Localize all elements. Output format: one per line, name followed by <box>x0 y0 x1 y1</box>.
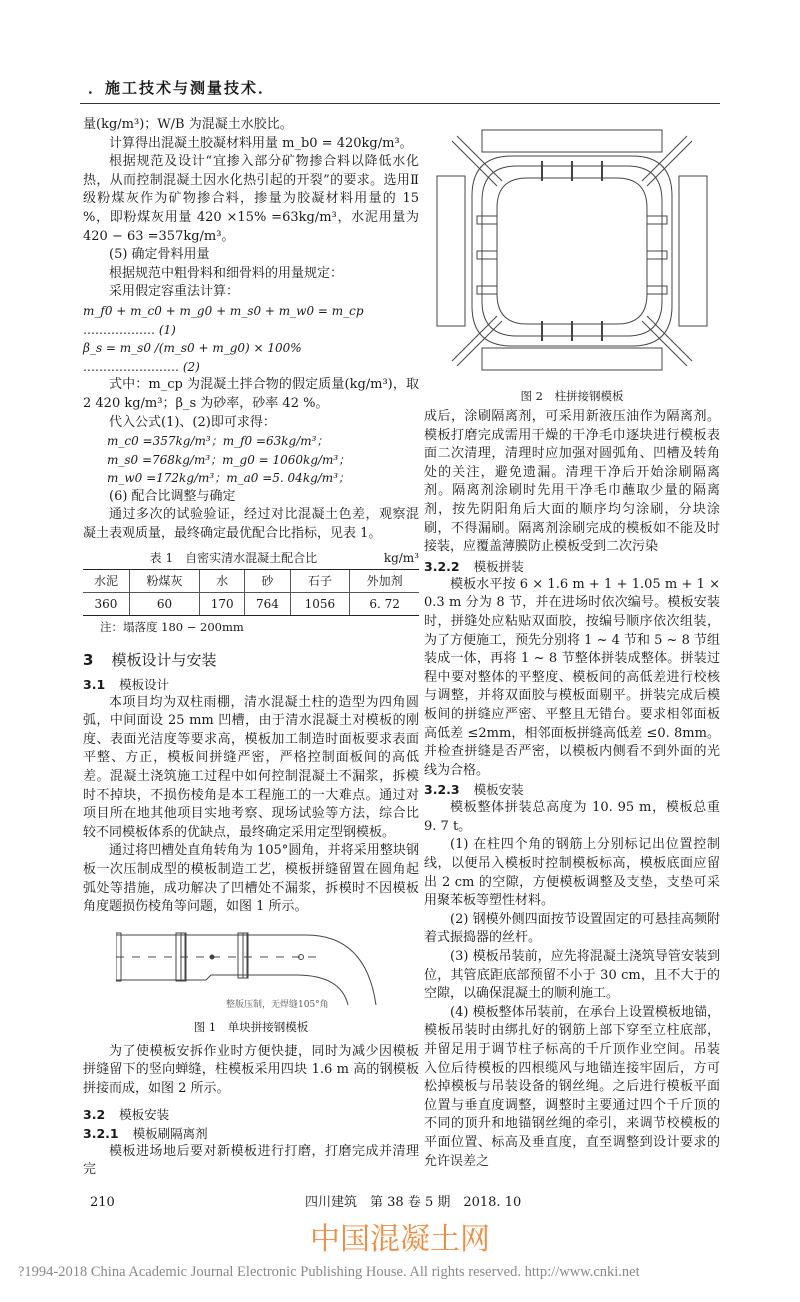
page-number: 210 <box>90 1194 115 1210</box>
table-header-cell: 石子 <box>290 570 350 593</box>
section-heading <box>83 649 419 671</box>
table-caption-row <box>83 550 419 566</box>
paragraph: 计算得出混凝土胶凝材料用量 m_b0 = 420kg/m³。 <box>109 135 413 151</box>
subheading: (5) 确定骨料用量 <box>109 247 210 263</box>
figure-2-caption: 图 2 柱拼接钢模板 <box>520 389 624 403</box>
table-header-cell: 砂 <box>245 570 290 593</box>
subsubsection-number: 3.2.2 <box>424 558 460 574</box>
equation-text: m_f0 + m_c0 + m_g0 + m_s0 + m_w0 = m_cp <box>83 303 364 318</box>
table-cell: 764 <box>245 592 290 615</box>
paragraph: 式中：m_cp 为混凝土拌合物的假定质量(kg/m³)，取 2 420 kg/m³；β_s 为砂率，砂率 42 %。 <box>83 377 419 411</box>
mix-ratio-table <box>83 569 419 616</box>
right-column <box>424 116 720 1180</box>
left-column <box>83 116 419 1180</box>
table-cell: 60 <box>129 592 199 615</box>
subsection-title: 模板设计 <box>119 676 170 692</box>
journal-info: 四川建筑 第 38 卷 5 期 2018. 10 <box>305 1194 522 1210</box>
subheading: (6) 配合比调整与确定 <box>109 488 236 504</box>
page-footer <box>80 1194 720 1212</box>
equation-number: …………………… (2) <box>83 359 200 374</box>
table-cell: 1056 <box>290 592 350 615</box>
subsubsection-title: 模板刷隔离剂 <box>132 1125 208 1141</box>
subsubsection-number: 3.2.1 <box>83 1125 119 1141</box>
equation-number: ……………… (1) <box>83 322 176 337</box>
running-header: ．施工技术与测量技术． <box>88 79 276 97</box>
subsubsection-number: 3.2.3 <box>424 782 460 798</box>
subsubsection-title: 模板拼装 <box>473 558 524 574</box>
subsection-number: 3.2 <box>83 1106 106 1122</box>
table-cell: 360 <box>94 596 118 611</box>
paragraph: (4) 模板整体吊装前，在承台上设置模板地锚，模板吊装时由绑扎好的钢筋上部下穿至立柱底部，并留足用于调节柱子标高的千斤顶作业空间。吊装入位后待模板的四根缆风与地锚连接牢固后，方可松掉模板与吊装设备的钢丝绳。之后进行模板平面位置与垂直度调整，调整时主要通过四个千斤顶的不同的顶升和地锚钢丝绳的牵引，来调节校模板的平面位置、标高及垂直度，直至调整到设计要求的允许误差之 <box>424 1004 720 1169</box>
table-header-cell: 粉煤灰 <box>129 570 199 593</box>
paragraph: 量(kg/m³)；W/B 为混凝土水胶比。 <box>83 117 293 132</box>
result-line: m_w0 =172kg/m³；m_a0 =5. 04kg/m³； <box>107 471 351 486</box>
subsubsection-heading <box>424 780 720 799</box>
equation-1 <box>83 302 419 339</box>
table-cell: 6. 72 <box>350 592 419 615</box>
table-note: 注：塌落度 180 − 200mm <box>100 619 244 634</box>
paragraph: (1) 在柱四个角的钢筋上分别标记出位置控制线，以便吊入模板时控制模板标高，模板底面应留出 2 cm 的空隙，方便模板调整及支垫，支垫可采用聚苯板等塑性材料。 <box>424 837 720 909</box>
table-row <box>83 592 419 615</box>
figure-1-drawing <box>116 925 386 1017</box>
table-header-cell: 水 <box>200 570 245 593</box>
section-number: 3 <box>83 650 94 669</box>
paragraph: 模板整体拼装总高度为 10. 95 m，模板总重 9. 7 t。 <box>424 800 720 834</box>
paragraph: 模板进场地后要对新模板进行打磨，打磨完成并清理完 <box>83 1143 419 1178</box>
table-header-row <box>83 570 419 593</box>
figure-2-drawing <box>432 116 712 386</box>
table-unit: kg/m³ <box>383 550 419 565</box>
watermark-logo: 中国混凝土网 <box>310 1221 490 1257</box>
paragraph: 代入公式(1)、(2)即可求得： <box>109 414 276 430</box>
copyright-notice: ?1994-2018 China Academic Journal Electronic Publishing House. All rights reserved. http://www.cnki.net <box>18 1263 640 1280</box>
paragraph: 成后，涂刷隔离剂，可采用新液压油作为隔离剂。模板打磨完成需用干燥的干净毛巾逐块进行模板表面二次清理，清理时应加强对圆弧角、凹槽及转角处的关注，避免遗漏。清理干净后开始涂刷隔离剂。隔离剂涂刷时先用干净毛巾蘸取少量的隔离剂，按先阴阳角后大面的顺序均匀涂刷，分块涂刷，不得漏刷。隔离剂涂刷完成的模板如不能及时接装，应覆盖薄膜防止模板受到二次污染 <box>424 409 720 555</box>
paragraph: 根据规范中粗骨料和细骨料的用量规定： <box>109 265 344 281</box>
equation-text: β_s = m_s0 /(m_s0 + m_g0) × 100% <box>83 341 302 356</box>
paragraph: 模板水平按 6 × 1.6 m + 1 + 1.05 m + 1 × 0.3 m 分为 8 节，并在进场时依次编号。模板安装时，拼缝处应粘贴双面胶，按编号顺序依次组装，为了方便施工，预先分别将 1 ~ 4 节和 5 ~ 8 节组装成一体，再将 1 ~ 8 节整体拼装成整体。拼装过程中要对整体的平整度、模板间的高低差进行校核与调整，并将双面胶与模板面剔平。拼装完成后模板间的拼缝应严密、平整且无错台。要求相邻面板高低差 ≤2mm，相邻面板拼缝高低差 ≤0. 8mm。并检查拼缝是否严密，以模板内侧看不到外面的光线为合格。 <box>424 576 720 778</box>
subsubsection-heading <box>83 1124 419 1143</box>
paragraph: 采用假定容重法计算： <box>109 284 240 300</box>
subsubsection-heading <box>424 557 720 576</box>
figure-1-caption: 图 1 单块拼接钢模板 <box>193 1019 309 1034</box>
equation-2 <box>83 339 419 376</box>
table-cell: 170 <box>200 592 245 615</box>
result-line: m_c0 =357kg/m³；m_f0 =63kg/m³； <box>107 434 329 449</box>
two-column-body <box>80 116 720 1180</box>
paragraph: 通过多次的试验验证，经过对比混凝土色差，观察混凝土表观质量，最终确定最优配合比指标，见表 1。 <box>83 507 419 542</box>
subsection-number: 3.1 <box>83 676 106 692</box>
table-header-cell: 水泥 <box>83 570 129 593</box>
table-header-cell: 外加剂 <box>350 570 419 593</box>
paragraph: 本项目均为双柱雨棚，清水混凝土柱的造型为四角圆弧，中间面设 25 mm 凹槽，由于清水混凝土对模板的刚度、表面光洁度等要求高，模板加工制造时面板要求表面平整、方正，模板间拼缝严密，严格控制面板间的高低差。混凝土浇筑施工过程中如何控制混凝土不漏浆，拆模时不掉块，不损伤棱角是本工程施工的一大难点。通过对项目所在地其他项目实地考察、现场试验等方法，综合比较不同模板体系的优缺点，最终确定采用定型钢模板。 <box>83 694 419 840</box>
result-line: m_s0 =768kg/m³；m_g0 = 1060kg/m³； <box>107 452 351 467</box>
subsection-heading <box>83 675 419 694</box>
header-rule <box>80 103 720 104</box>
paragraph: (2) 钢模外侧四面按节设置固定的可悬挂高频附着式振捣器的丝杆。 <box>424 911 720 946</box>
paragraph: (3) 模板吊装前，应先将混凝土浇筑导管安装到位，其管底距底部预留不小于 30 cm，且不大于的空隙，以确保混凝土的顺利施工。 <box>424 949 720 1002</box>
section-title: 模板设计与安装 <box>111 650 217 669</box>
paragraph: 为了使模板安拆作业时方便快捷，同时为减少因模板拼缝留下的竖向蝉缝，柱模板采用四块 1.6 m 高的钢模板拼接而成，如图 2 所示。 <box>83 1043 419 1096</box>
subsection-title: 模板安装 <box>119 1106 170 1122</box>
paragraph: 根据规范及设计“宜掺入部分矿物掺合料以降低水化热，从而控制混凝土因水化热引起的开裂”的要求。选用Ⅱ级粉煤灰作为矿物掺合料，掺量为胶凝材料用量的 15 %，即粉煤灰用量 420 ×15% =63kg/m³，水泥用量为 420 − 63 =357kg/m³。 <box>83 154 419 244</box>
table-caption: 表 1 自密实清水混凝土配合比 <box>149 550 318 565</box>
subsubsection-title: 模板安装 <box>473 782 524 798</box>
figure-1-annotation: 整版压制，无焊缝105°角 <box>226 999 329 1010</box>
paragraph: 通过将凹槽处直角转角为 105°圆角，并将采用整块钢板一次压制成型的模板制造工艺，模板拼缝留置在圆角起弧处等措施，成功解决了凹槽处不漏浆，拆模时不因模板角度题损伤棱角等问题，如图 1 所示。 <box>83 843 419 915</box>
